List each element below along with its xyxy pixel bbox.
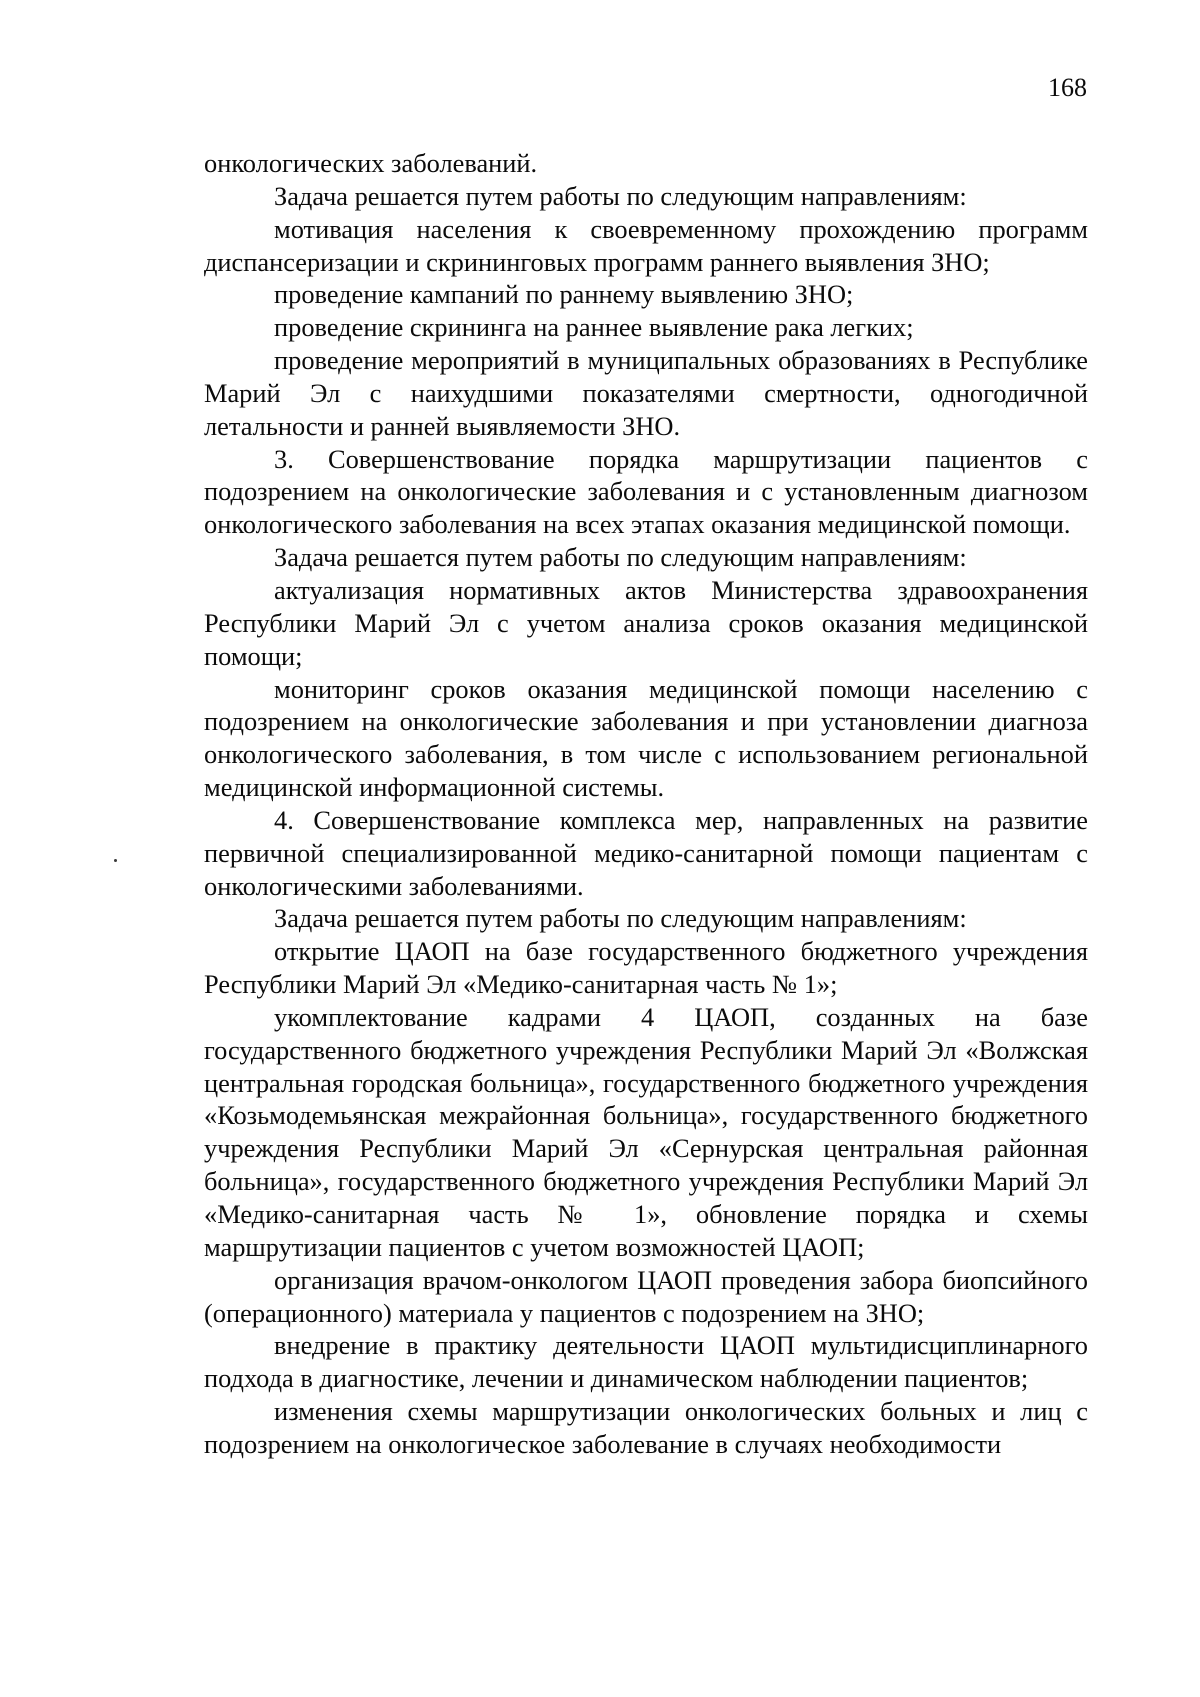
paragraph: открытие ЦАОП на базе государственного бюджетного учреждения Республики Марий Эл «Медико-санитарная часть № 1»; xyxy=(204,936,1088,1000)
paragraph: актуализация нормативных актов Министерства здравоохранения Республики Марий Эл с учетом анализа сроков оказания медицинской помощи; xyxy=(204,574,1088,671)
paragraph-continuation: онкологических заболеваний. xyxy=(204,148,538,178)
paragraph-numbered-4: 4. Совершенствование комплекса мер, направленных на развитие первичной специализированной медико-санитарной помощи пациентам с онкологическими заболеваниями. xyxy=(204,804,1088,901)
scan-speck xyxy=(114,859,117,862)
paragraph: организация врачом-онкологом ЦАОП проведения забора биопсийного (операционного) материала у пациентов с подозрением на ЗНО; xyxy=(204,1264,1088,1328)
paragraph: Задача решается путем работы по следующим направлениям: xyxy=(274,542,967,573)
page-number: 168 xyxy=(1048,73,1087,102)
paragraph-numbered-3: 3. Совершенствование порядка маршрутизации пациентов с подозрением на онкологические заболевания и с установленным диагнозом онкологического заболевания на всех этапах оказания медицинской помощи. xyxy=(204,443,1088,540)
paragraph: мониторинг сроков оказания медицинской помощи населению с подозрением на онкологические заболевания и при установлении диагноза онкологического заболевания, в том числе с использованием региональной медицинской информационной системы. xyxy=(204,673,1088,803)
document-body xyxy=(204,147,1088,1461)
paragraph: Задача решается путем работы по следующим направлениям: xyxy=(274,180,967,211)
paragraph: мотивация населения к своевременному прохождению программ диспансеризации и скрининговых программ раннего выявления ЗНО; xyxy=(204,213,1088,277)
paragraph: проведение скрининга на раннее выявление рака легких; xyxy=(274,312,914,343)
paragraph: проведение кампаний по раннему выявлению ЗНО; xyxy=(274,279,854,310)
paragraph: изменения схемы маршрутизации онкологических больных и лиц с подозрением на онкологическое заболевание в случаях необходимости xyxy=(204,1396,1088,1459)
paragraph: Задача решается путем работы по следующим направлениям: xyxy=(274,903,967,934)
paragraph: проведение мероприятий в муниципальных образованиях в Республике Марий Эл с наихудшими показателями смертности, одногодичной летальности и ранней выявляемости ЗНО. xyxy=(204,345,1088,441)
paragraph: укомплектование кадрами 4 ЦАОП, созданных на базе государственного бюджетного учреждения Республики Марий Эл «Волжская центральная городская больница», государственного бюджетного учреждения «Козьмодемьянская межрайонная больница», государственного бюджетного учреждения Республики Марий Эл «Сернурская центральная районная больница», государственного бюджетного учреждения Республики Марий Эл «Медико-санитарная часть № 1», обновление порядка и схемы маршрутизации пациентов с учетом возможностей ЦАОП; xyxy=(204,1001,1088,1262)
paragraph: внедрение в практику деятельности ЦАОП мультидисциплинарного подхода в диагностике, лечении и динамическом наблюдении пациентов; xyxy=(204,1330,1088,1394)
